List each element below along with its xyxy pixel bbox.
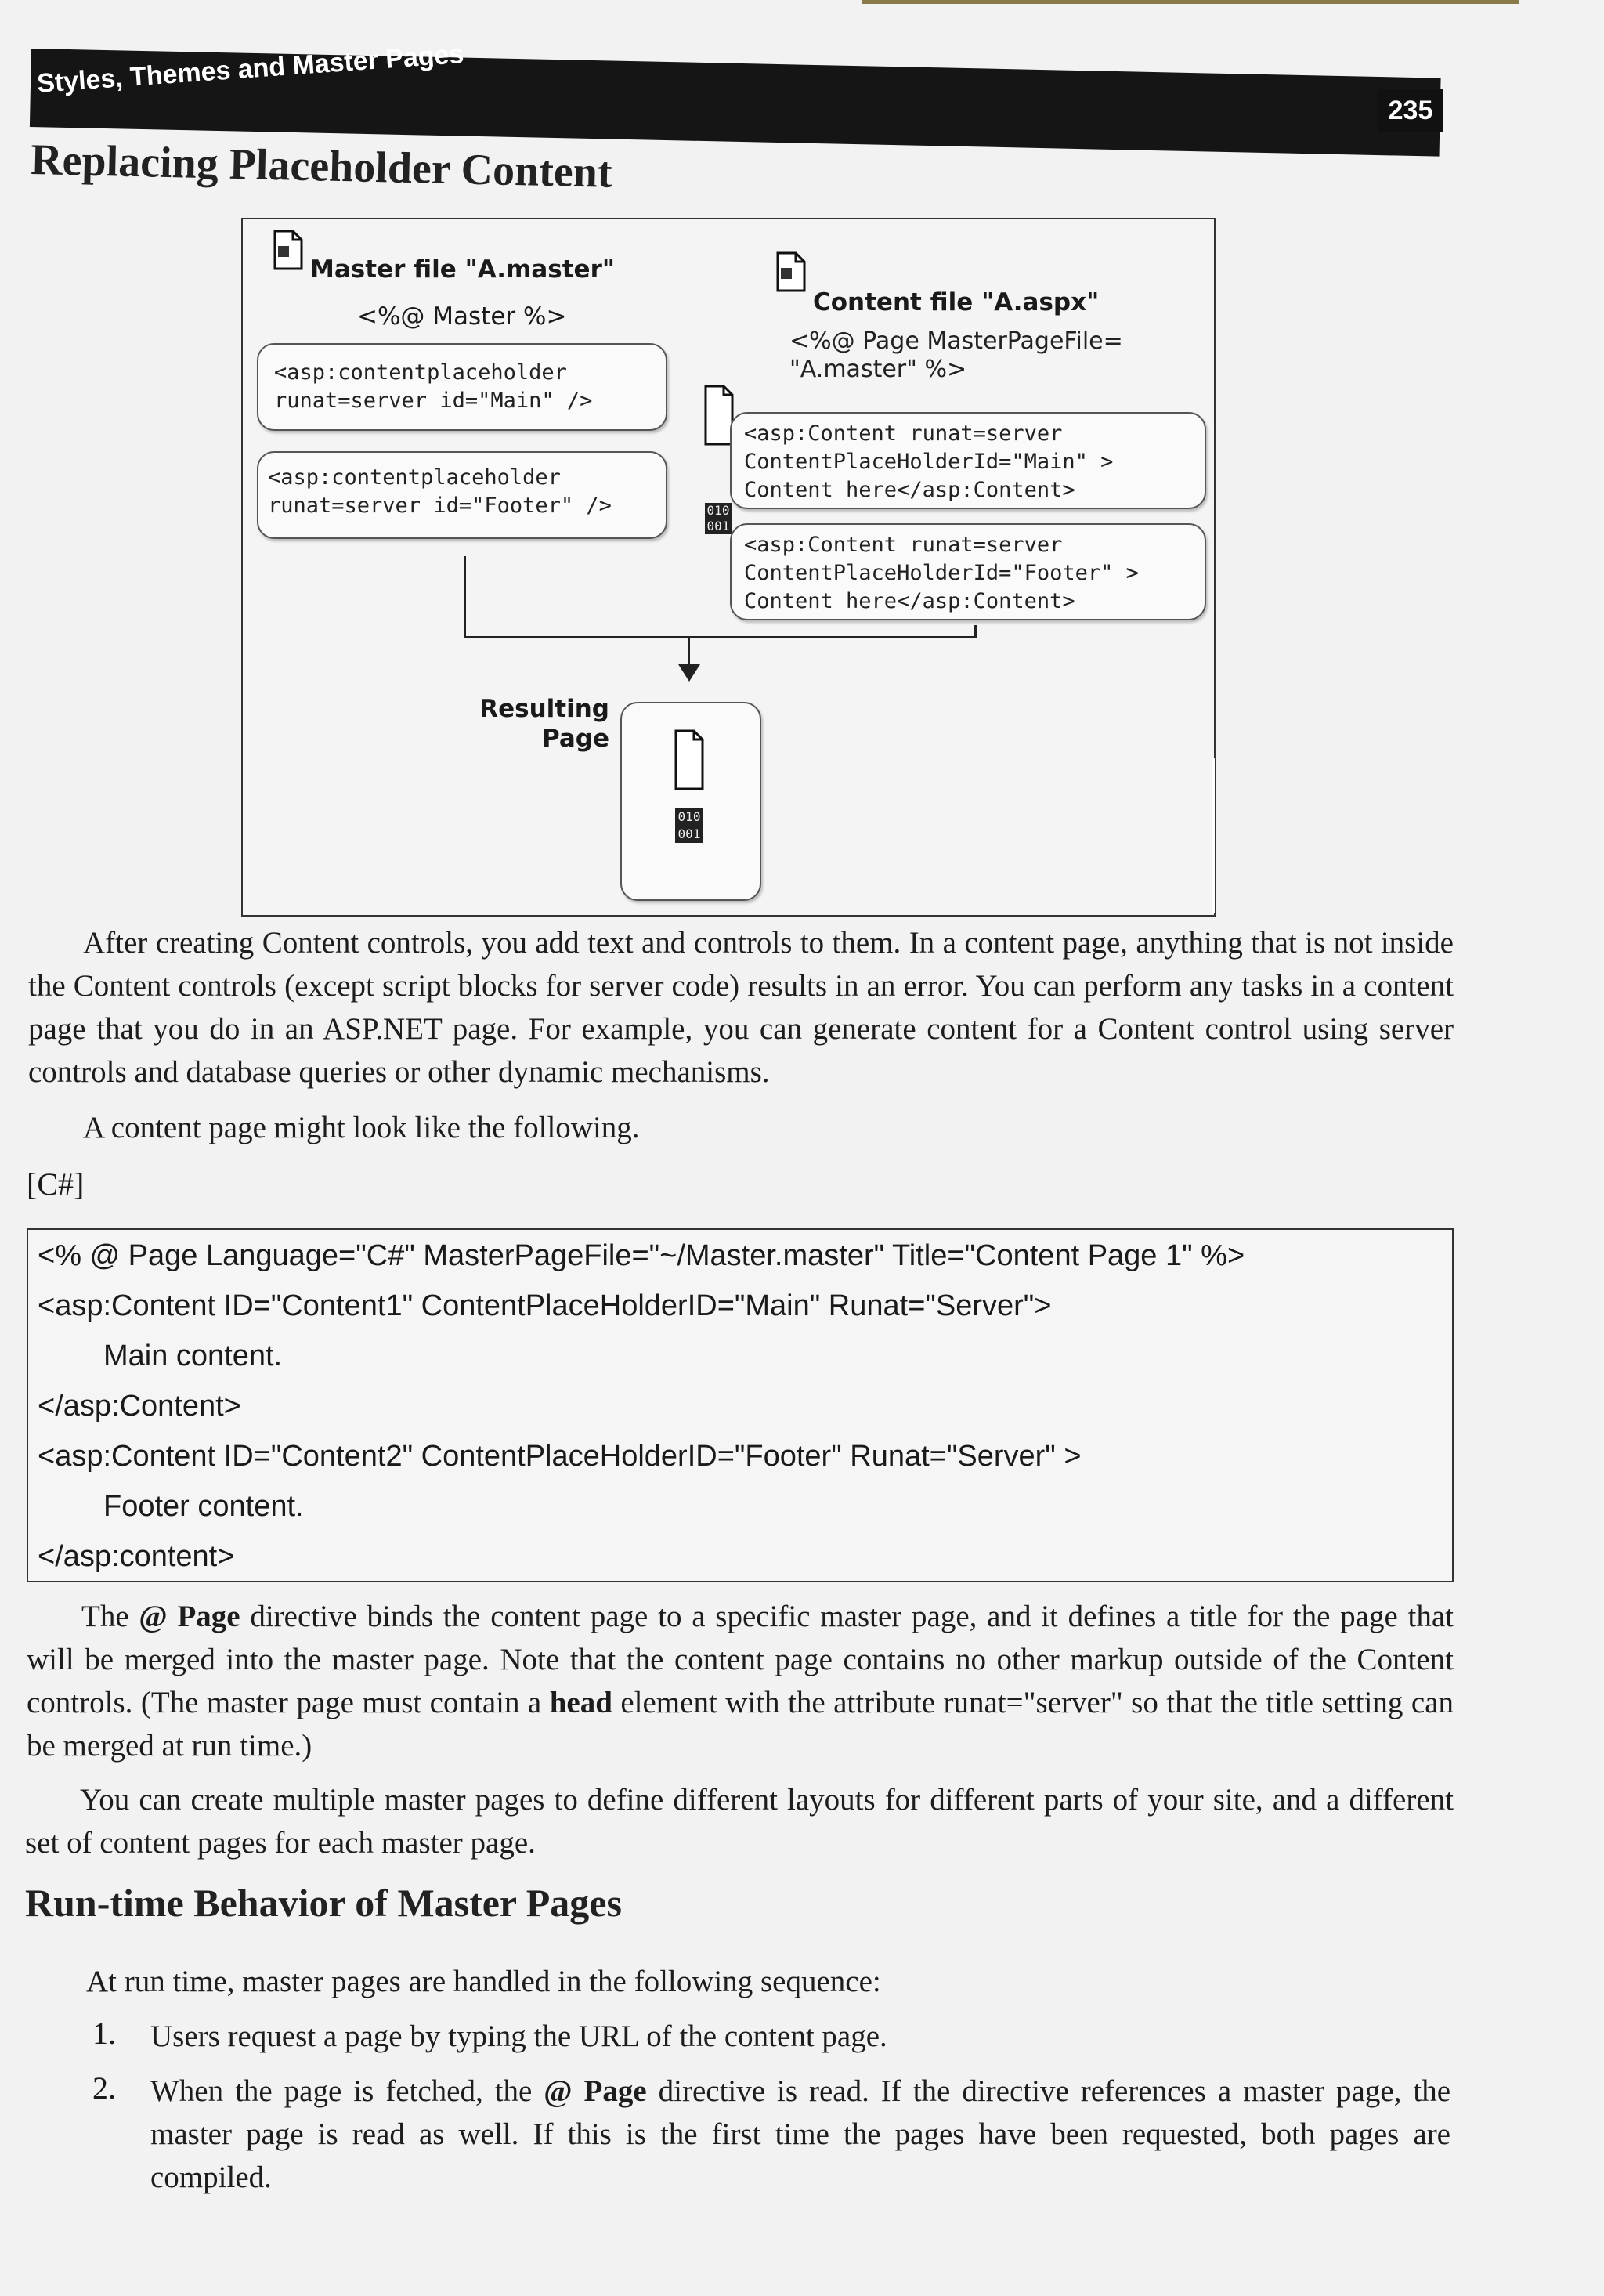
- connector-bottom: [464, 636, 977, 638]
- content-directive: <%@ Page MasterPageFile= "A.master" %>: [789, 327, 1123, 383]
- content-file-icon: [775, 251, 807, 293]
- master-directive: <%@ Master %>: [357, 302, 567, 331]
- language-tag: [C#]: [27, 1166, 85, 1202]
- p3-head-element: head: [549, 1686, 612, 1719]
- resulting-page-icon: [674, 729, 705, 791]
- master-file-title: Master file "A.master": [310, 255, 616, 284]
- master-content-diagram: [241, 218, 1216, 917]
- placeholder-footer-code: <asp:contentplaceholder runat=server id="Footer" />: [268, 465, 612, 518]
- arrow-down-icon: [678, 664, 700, 682]
- section-heading-replacing: Replacing Placeholder Content: [30, 135, 613, 197]
- code-line-3: Main content.: [103, 1340, 283, 1372]
- figure-edge-gap: [1212, 758, 1215, 913]
- paragraph-content-controls: After creating Content controls, you add text and controls to them. In a content page, anything that is not inside the Content controls (except script blocks for server code) results in an error. You can perform any tasks in a content page that you do in an ASP.NET page. For example, you can generate content for a Content control using server controls and database queries or other dynamic mechanisms.: [28, 926, 1454, 1089]
- item2-text-a: When the page is fetched, the: [150, 2074, 544, 2108]
- resulting-binary-icon: 010 001: [675, 808, 703, 843]
- content-footer-code: <asp:Content runat=server ContentPlaceHolderId="Footer" > Content here</asp:Content>: [744, 533, 1139, 613]
- code-line-4: </asp:Content>: [38, 1390, 241, 1423]
- paragraph-content-page-example: A content page might look like the following.: [83, 1111, 640, 1144]
- paragraph-multiple-masters: You can create multiple master pages to define different layouts for different parts of your site, and a different set of content pages for each master page.: [25, 1783, 1454, 1860]
- chapter-title: Styles, Themes and Master Pages: [36, 38, 465, 99]
- runtime-intro: At run time, master pages are handled in the following sequence:: [86, 1965, 881, 1998]
- page-number: 235: [1378, 89, 1443, 132]
- list-number-2: 2.: [92, 2070, 116, 2106]
- list-item-1: Users request a page by typing the URL of the content page.: [150, 2019, 887, 2053]
- section-heading-runtime: Run-time Behavior of Master Pages: [25, 1881, 622, 1925]
- code-sample: [27, 1228, 1454, 1582]
- code-line-1: <% @ Page Language="C#" MasterPageFile="~/Master.master" Title="Content Page 1" %>: [38, 1239, 1245, 1272]
- p3-text-e: element with the attribute runat="server" so that the title setting can be merged at run time.): [27, 1686, 1454, 1763]
- binary-icon: 010 001: [705, 503, 732, 534]
- list-number-1: 1.: [92, 2016, 116, 2051]
- master-file-icon: [273, 229, 304, 271]
- list-item-2: [150, 2070, 1450, 2199]
- p3-text-c: directive binds the content page to a specific master page, and it defines a title for the page that will be merged into the master page. Note that the content page contains no other markup outside of the Content controls. (The master page must contain a: [27, 1600, 1454, 1719]
- p3-page-directive: @ Page: [139, 1600, 240, 1633]
- content-file-title: Content file "A.aspx": [813, 288, 1100, 316]
- item2-page-directive: @ Page: [544, 2074, 647, 2108]
- resulting-page-label: Resulting Page: [479, 695, 609, 753]
- paragraph-page-directive: [27, 1595, 1454, 1767]
- placeholder-main-code: <asp:contentplaceholder runat=server id="Main" />: [274, 360, 593, 413]
- connector-arrow-stem: [688, 636, 690, 667]
- content-main-code: <asp:Content runat=server ContentPlaceHolderId="Main" > Content here</asp:Content>: [744, 421, 1114, 502]
- code-line-7: </asp:content>: [38, 1540, 235, 1573]
- p3-text-a: The: [81, 1600, 139, 1633]
- code-line-5: <asp:Content ID="Content2" ContentPlaceHolderID="Footer" Runat="Server" >: [38, 1440, 1082, 1473]
- code-line-6: Footer content.: [103, 1490, 304, 1523]
- connector-left: [464, 556, 466, 638]
- code-line-2: <asp:Content ID="Content1" ContentPlaceHolderID="Main" Runat="Server">: [38, 1289, 1052, 1322]
- item2-text-c: directive is read. If the directive references a master page, the master page is read as well. If this is the first time the pages have been requested, both pages are compiled.: [150, 2074, 1451, 2194]
- top-rule: [862, 0, 1519, 4]
